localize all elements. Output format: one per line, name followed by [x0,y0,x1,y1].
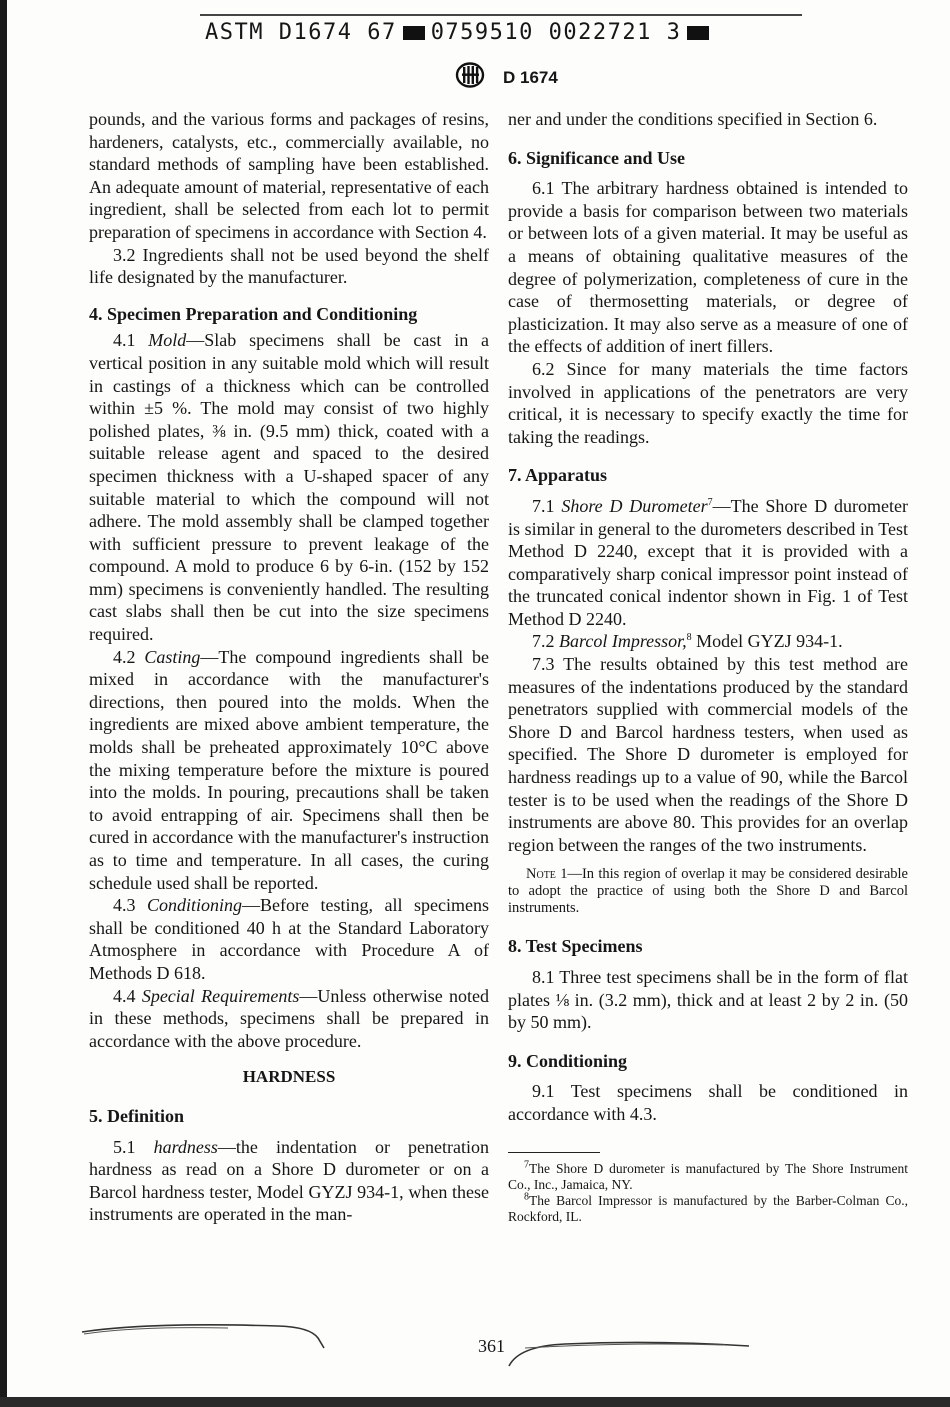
clause-text: —Before testing, all specimens shall be conditioned 40 h at the Standard Laboratory Atmosphere in accordance with Procedure A of Methods D 618. [89,895,489,983]
page-number: 361 [478,1336,505,1356]
note-label: Note 1 [526,866,568,883]
designation-row [455,62,558,88]
section-heading-8: 8. Test Specimens [508,936,643,957]
note-text: —In this region of overlap it may be considered desirable to adopt the practice of using both the Shore D and Barcol instruments. [508,866,908,917]
footnote-number: 7 [524,1159,529,1171]
redaction-block [403,26,425,40]
paragraph-4-3 [89,894,489,984]
note-1 [508,866,908,917]
paragraph-4-1 [89,329,489,645]
section-heading-6: 6. Significance and Use [508,147,686,168]
scan-shadow-bottom [0,1397,950,1407]
paragraph-4-2 [89,646,489,895]
astm-logo-icon [455,62,485,93]
scan-pen-stroke-left [78,1318,338,1358]
footnote-rule [508,1152,600,1153]
paragraph-6-1: 6.1 The arbitrary hardness obtained is intended to provide a basis for comparison between two materials or between lots of a given material. It may be useful as a means of obtaining qualitative measures of the degree of polymerization, completeness of cure in the case of thermosetting materials, or degree of plasticization. It may also serve as a measure of one of the effects of addition of inert fillers. [508,178,908,357]
clause-label: Special Requirements [141,985,300,1006]
header-rule [200,14,802,16]
clause-number: 5.1 [113,1136,136,1157]
clause-text: —Unless otherwise noted in these methods, specimens shall be prepared in accordance with the above procedure. [89,985,490,1051]
header-code-part2: 0759510 0022721 3 [430,20,682,45]
redaction-block [687,26,709,40]
document-header-code [205,20,825,45]
clause-number: 7.1 [532,495,555,516]
clause-text: —the indentation or penetration hardness as read on a Shore D durometer or on a Barcol hardness tester, Model GYZJ 934-1, when these instruments are operated in the man- [89,1136,490,1225]
clause-text: Model GYZJ 934-1. [691,631,843,652]
clause-text: —Slab specimens shall be cast in a vertical position in any suitable mold which will result in castings of a thickness which can be controlled within ±5 %. The mold may consist of two highly polished plates, ⅜ in. (9.5 mm) thick, coated with a suitable release agent and spaced to the desired specimen thickness with a U-shaped spacer of any suitable material to which the compound will not adhere. The mold assembly shall be clamped together with sufficient pressure to prevent leakage of the compound. A mold to produce 6 by 6-in. (152 by 152 mm) specimens is conveniently handled. The resulting cast slabs shall then be cut into the size specimens required. [89,330,489,645]
clause-number: 4.2 [113,646,136,667]
paragraph-8-1: 8.1 Three test specimens shall be in the form of flat plates ⅛ in. (3.2 mm), thick and at least 2 by 2 in. (50 by 50 mm). [508,967,908,1033]
section-heading-5: 5. Definition [89,1105,185,1126]
clause-text: —The compound ingredients shall be mixed in accordance with the manufacturer's directions, then poured into the molds. When the ingredients are mixed above ambient temperature, the molds shall be preheated approximately 10°C above the mixing temperature before the mixture is poured into the molds. In pouring, precautions shall be taken to avoid entrapping of air. Specimens shall then be cured in accordance with the manufacturer's instruction as to time and temperature. In all cases, the curing schedule used shall be reported. [89,646,489,893]
document-designation: D 1674 [503,67,558,87]
right-column [508,108,908,1225]
clause-label: Casting [144,646,201,667]
footnote-8 [508,1193,908,1225]
paragraph-9-1: 9.1 Test specimens shall be conditioned in accordance with 4.3. [508,1081,908,1124]
paragraph-7-3: 7.3 The results obtained by this test method are measures of the indentations produced by the standard penetrators supplied with commercial models of the Shore D and Barcol hardness testers, when used as specified. The Shore D durometer is employed for hardness readings up to a value of 90, while the Barcol tester is to be used when the readings of the Shore D instruments are above 80. This provides for an overlap region between the ranges of the two instruments. [508,654,908,855]
clause-number: 4.3 [113,895,136,916]
footnote-7 [508,1161,908,1193]
scan-shadow-left [0,0,7,1407]
clause-label: Mold [148,330,187,351]
paragraph-sampling-continued: pounds, and the various forms and packages of resins, hardeners, catalysts, etc., commercially available, no standard methods of sampling have been established. An adequate amount of material, representative of each ingredient, shall be selected from each lot to permit preparation of specimens in accordance with Section 4. [89,109,489,242]
paragraph-6-2: 6.2 Since for many materials the time factors involved in applications of the penetrators are very critical, it is necessary to specify exactly the time for taking the readings. [508,358,908,447]
footnote-ref-7: 7 [707,496,713,508]
scan-pen-stroke-right [505,1336,755,1372]
clause-number: 4.4 [113,985,136,1006]
section-heading-7: 7. Apparatus [508,465,608,486]
footnote-ref-8: 8 [686,632,692,644]
paragraph-definition-continued: ner and under the conditions specified in Section 6. [508,109,878,129]
clause-text: —The Shore D durometer is similar in general to the durometers described in Test Method D 2240, except that it is provided with a comparatively sharp conical impressor point instead of the truncated conical indentor shown in Fig. 1 of Test Method D 2240. [508,495,909,629]
header-code-part1: ASTM D1674 67 [205,20,397,45]
clause-label: Conditioning [147,895,243,916]
clause-label: Barcol Impressor, [559,631,687,652]
clause-label: hardness [153,1136,218,1157]
paragraph-4-4 [89,985,489,1053]
clause-number: 7.2 [532,631,555,652]
footnote-number: 8 [524,1191,529,1203]
section-heading-9: 9. Conditioning [508,1050,628,1071]
paragraph-7-2 [508,630,908,653]
left-column [89,108,489,1226]
footnote-text: The Shore D durometer is manufactured by The Shore Instrument Co., Inc., Jamaica, NY. [508,1160,908,1192]
paragraph-3-2: 3.2 Ingredients shall not be used beyond the shelf life designated by the manufacturer. [89,244,489,288]
part-heading-hardness: HARDNESS [242,1067,336,1087]
clause-number: 4.1 [113,330,136,351]
footnote-text: The Barcol Impressor is manufactured by the Barber-Colman Co., Rockford, IL. [508,1192,908,1224]
paragraph-7-1 [508,495,908,631]
section-heading-4: 4. Specimen Preparation and Conditioning [89,303,418,324]
clause-label: Shore D Durometer [561,495,708,516]
paragraph-5-1 [89,1136,489,1226]
